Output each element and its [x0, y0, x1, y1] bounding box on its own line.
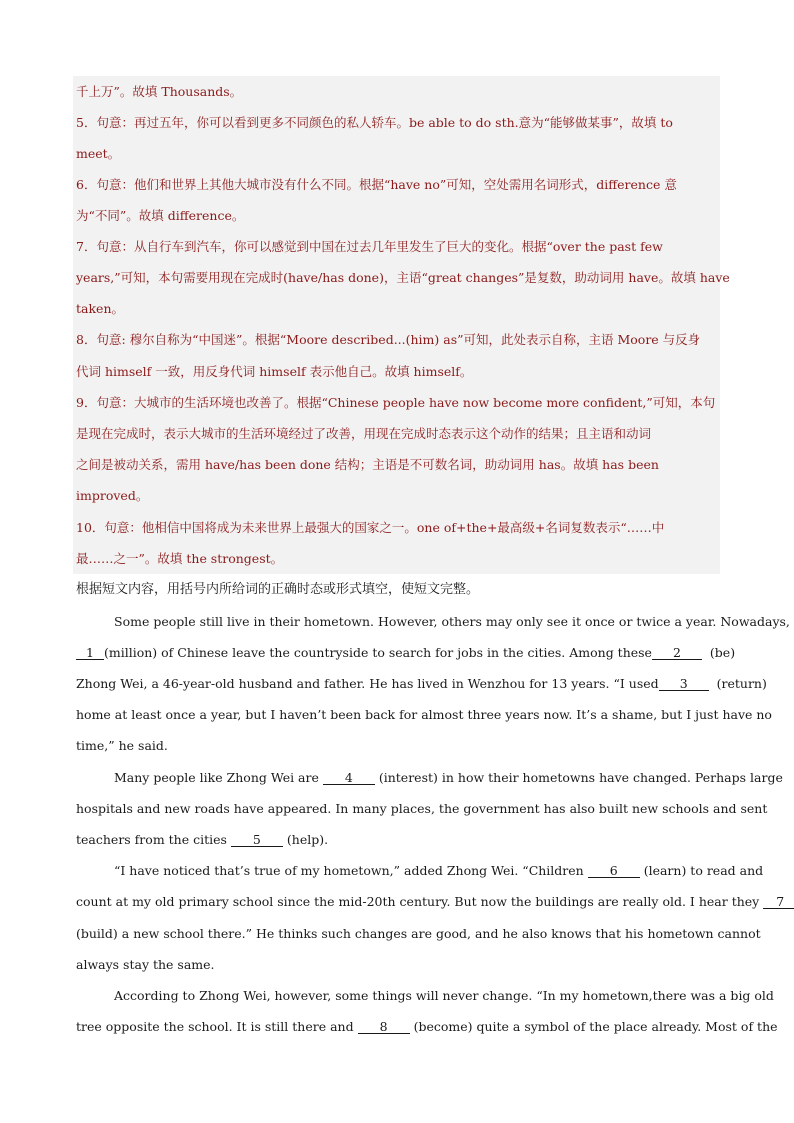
answer-explanation-box — [73, 76, 720, 574]
answer-line: improved。 — [76, 488, 149, 503]
passage-line: 1 (million) of Chinese leave the countryside to search for jobs in the cities. Among these 2 (be) — [76, 645, 716, 661]
passage-line: always stay the same. — [76, 957, 215, 972]
passage-line: hospitals and new roads have appeared. In many places, the government has also built new schools and sent — [76, 801, 768, 816]
passage-line: time,” he said. — [76, 738, 168, 753]
passage-line: “I have noticed that’s true of my hometown,” added Zhong Wei. “Children 6 (learn) to read and — [114, 863, 764, 878]
passage-line: count at my old primary school since the mid-20th century. But now the buildings are really old. I hear they 7 — [76, 894, 794, 910]
answer-blank[interactable]: 2 — [652, 646, 702, 660]
answer-line: 最……之一”。故填 the strongest。 — [76, 551, 284, 566]
passage-line: Some people still live in their hometown. However, others may only see it once or twice a year. Nowadays, — [114, 614, 790, 629]
passage-line: home at least once a year, but I haven’t been back for almost three years now. It’s a shame, but I just have no — [76, 707, 772, 722]
passage-line: (build) a new school there.” He thinks such changes are good, and he also knows that his hometown cannot — [76, 926, 761, 941]
answer-line: 8．句意: 穆尔自称为“中国迷”。根据“Moore described...(him) as”可知，此处表示自称，主语 Moore 与反身 — [76, 332, 701, 347]
answer-line: years,”可知，本句需要用现在完成时(have/has done)，主语“great changes”是复数，助动词用 have。故填 have — [76, 270, 730, 285]
answer-line: 5．句意：再过五年，你可以看到更多不同颜色的私人轿车。be able to do sth.意为“能够做某事”，故填 to — [76, 115, 673, 130]
answer-blank[interactable]: 3 — [659, 677, 709, 691]
answer-blank[interactable]: 6 — [588, 864, 640, 878]
passage-line: Zhong Wei, a 46-year-old husband and father. He has lived in Wenzhou for 13 years. “I used 3 (return) — [76, 676, 767, 691]
answer-line: 之间是被动关系，需用 have/has been done 结构；主语是不可数名词，助动词用 has。故填 has been — [76, 457, 659, 472]
answer-line: 7．句意：从自行车到汽车，你可以感觉到中国在过去几年里发生了巨大的变化。根据“over the past few — [76, 239, 663, 254]
passage-line: tree opposite the school. It is still there and 8 (become) quite a symbol of the place already. Most of the — [76, 1019, 778, 1034]
answer-blank[interactable]: 7 — [763, 895, 794, 909]
answer-blank[interactable]: 1 — [76, 646, 104, 660]
answer-blank[interactable]: 8 — [358, 1020, 410, 1034]
answer-line: 6．句意：他们和世界上其他大城市没有什么不同。根据“have no”可知，空处需用名词形式，difference 意 — [76, 177, 677, 192]
answer-line: taken。 — [76, 301, 124, 316]
exercise-instruction: 根据短文内容，用括号内所给词的正确时态或形式填空，使短文完整。 — [76, 582, 480, 597]
answer-line: 代词 himself 一致，用反身代词 himself 表示他自己。故填 himself。 — [76, 364, 473, 379]
answer-line: 是现在完成时，表示大城市的生活环境经过了改善，用现在完成时态表示这个动作的结果；且主语和动词 — [76, 426, 652, 441]
passage-line: According to Zhong Wei, however, some things will never change. “In my hometown,there was a big old — [114, 988, 774, 1003]
answer-line: 9．句意：大城市的生活环境也改善了。根据“Chinese people have now become more confident,”可知，本句 — [76, 395, 716, 410]
passage-line: teachers from the cities 5 (help). — [76, 832, 329, 847]
passage-line: Many people like Zhong Wei are 4 (interest) in how their hometowns have changed. Perhaps large — [114, 770, 783, 785]
answer-line: meet。 — [76, 146, 121, 161]
answer-blank[interactable]: 4 — [323, 771, 375, 785]
answer-blank[interactable]: 5 — [231, 833, 283, 847]
answer-line: 10．句意：他相信中国将成为未来世界上最强大的国家之一。one of+the+最高级+名词复数表示“……中 — [76, 520, 665, 535]
answer-line: 为“不同”。故填 difference。 — [76, 208, 245, 223]
answer-line: 千上万”。故填 Thousands。 — [76, 84, 243, 99]
